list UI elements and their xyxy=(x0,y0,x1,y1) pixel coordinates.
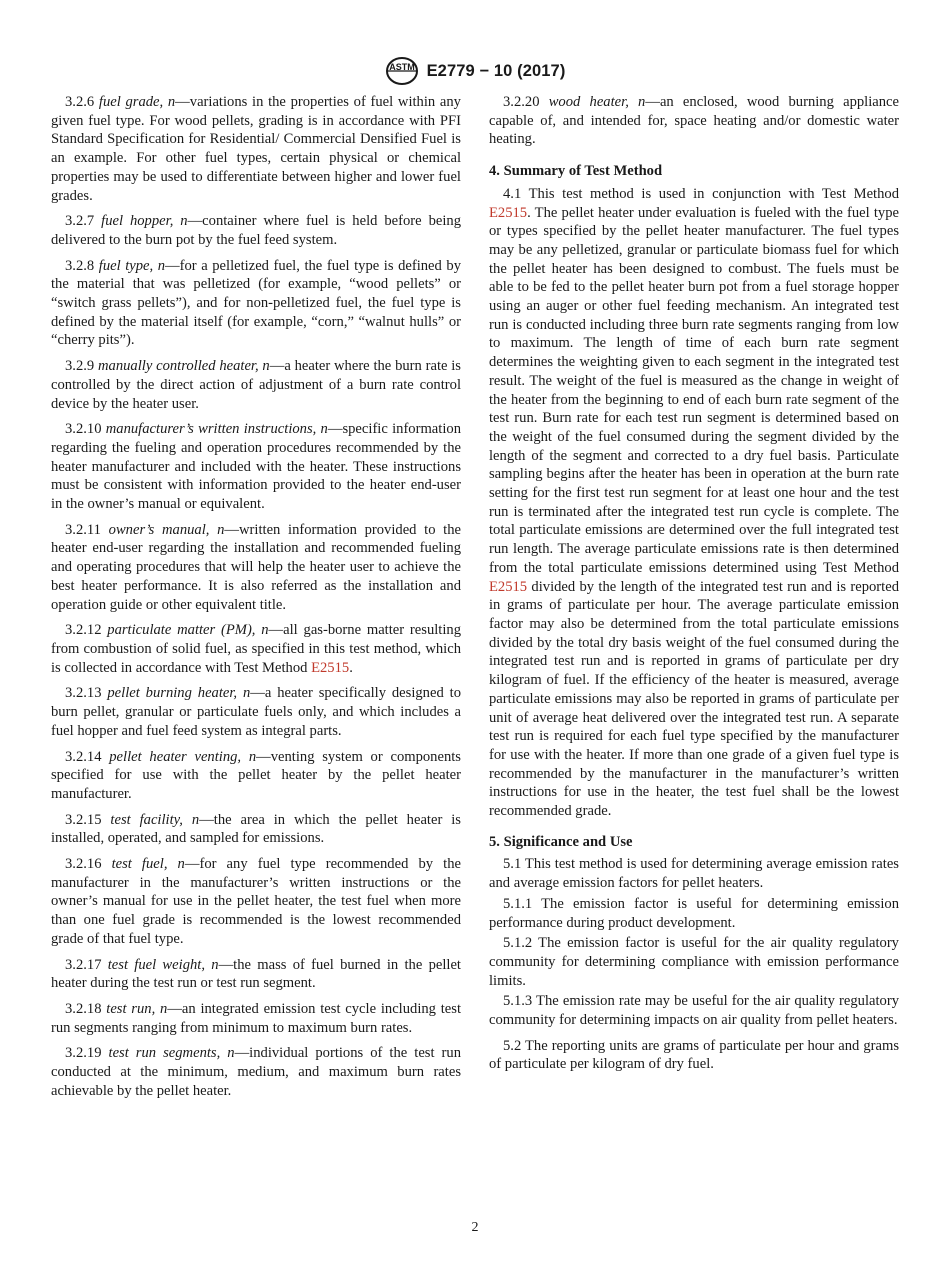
definition-3-2-9: 3.2.9 manually controlled heater, n—a heater where the burn rate is controlled by the direct action of adjustment of a burn rate control device by the heater user. xyxy=(51,358,461,412)
definition-3-2-11: 3.2.11 owner’s manual, n—written information provided to the heater end-user regarding the installation and recommended fueling and operating procedures that will help the heater user to achieve the best heater performance. It is also referred as the installation and operation guide or other equivalent title. xyxy=(51,521,461,613)
definition-3-2-6: 3.2.6 fuel grade, n—variations in the properties of fuel within any given fuel type. For wood pellets, grading is in accordance with PFI Standard Specification for Residential/ Commercial Densified Fuel is an example. For other fuel types, certain physical or chemical properties may be used to differentiate between higher and lower fuel grades. xyxy=(51,94,461,204)
paragraph-5-2: 5.2 The reporting units are grams of particulate per hour and grams of particulate per kilogram of dry fuel. xyxy=(489,1037,899,1073)
paragraph-5-1-1: 5.1.1 The emission factor is useful for determining emission performance during product development. xyxy=(489,895,900,931)
definition-3-2-19: 3.2.19 test run segments, n—individual portions of the test run conducted at the minimum, medium, and maximum burn rates achievable by the pellet heater. xyxy=(51,1045,462,1099)
e2515-link[interactable]: E2515 xyxy=(311,659,350,676)
page-number: 2 xyxy=(471,1220,479,1235)
section-5-heading: 5. Significance and Use xyxy=(489,833,633,850)
right-column xyxy=(489,93,899,1081)
page-header xyxy=(0,54,950,88)
definition-3-2-12: 3.2.12 particulate matter (PM), n—all gas-borne matter resulting from combustion of solid fuel, as specified in this test method, which is collected in accordance with Test Method E2515. xyxy=(51,622,461,676)
paragraph-4-1: 4.1 This test method is used in conjunction with Test Method E2515. The pellet heater under evaluation is fueled with the fuel type or types specified by the pellet heater manufacturer. The fuel types may be any pelletized, granular or particulate biomass fuel for which the pellet heater has been designed to combust. The fuels must be able to be fed to the pellet heater burn pot from a fuel storage hopper using an auger or other fuel feeding mechanism. An integrated test run is conducted including three burn rate segments ranging from low to maximum. The length of time of each burn rate segment determines the weighting given to each segment in the integrated test result. The weight of the fuel is measured as the change in weight of the heater from the beginning to end of each burn rate segment of the test run. Burn rate for each test run segment is determined based on the weight of the fuel consumed during the segment divided by the length of the segment and corrected to a dry fuel basis. Particulate sampling begins after the heater has been in operation at the burn rate setting for the first test run segment for at least one hour and the test run is terminated after the integrated test run cycle is complete. The total particulate emissions are determined over the full integrated test run length. The average particulate emissions rate is then determined from the total particulate emissions determined using Test Method E2515 divided by the length of the integrated test run and is reported in grams of particulate per hour. The average particulate emission factor may also be determined from the total particulate emissions divided by the total dry basis weight of the fuel consumed during the integrated test run and is reported in grams of particulate per dry kilogram of fuel. If the efficiency of the heater is measured, average particulate emissions may also be reported in grams of particulate per unit of average heat delivered over the integrated test run. A separate test run is required for each fuel type specified by the manufacturer for use with the heater. If more than one grade of a given fuel type is recommended by the manufacturer in the manufacturer’s written instructions for use in the heater, the test fuel shall be the lowest recommended grade. xyxy=(489,185,900,820)
e2515-link[interactable]: E2515 xyxy=(489,578,528,595)
definition-3-2-7: 3.2.7 fuel hopper, n—container where fuel is held before being delivered to the burn pot by the fuel feed system. xyxy=(51,213,461,248)
definition-3-2-16: 3.2.16 test fuel, n—for any fuel type recommended by the manufacturer in the manufacturer’s written instructions or the owner’s manual for use in the pellet heater, the test fuel when more than one fuel grade is recommended is the lowest recommended grade of that fuel type. xyxy=(51,856,461,947)
standard-designation: E2779 − 10 (2017) xyxy=(426,61,566,80)
definition-3-2-17: 3.2.17 test fuel weight, n—the mass of fuel burned in the pellet heater during the test run or test run segment. xyxy=(51,956,461,992)
definition-3-2-18: 3.2.18 test run, n—an integrated emission test cycle including test run segments ranging from minimum to maximum burn rates. xyxy=(51,1000,462,1036)
astm-logo xyxy=(385,56,419,86)
left-column xyxy=(51,93,461,1107)
section-4-heading: 4. Summary of Test Method xyxy=(489,163,663,180)
definition-3-2-15: 3.2.15 test facility, n—the area in which the pellet heater is installed, operated, and sampled for emissions. xyxy=(51,811,461,847)
definition-3-2-10: 3.2.10 manufacturer’s written instructions, n—specific information regarding the fueling and operation procedures recommended by the heater manufacturer and included with the heater. These instructions must be consistent with information provided to the heater end-user in the owner’s manual or equivalent. xyxy=(51,421,461,513)
definition-3-2-13: 3.2.13 pellet burning heater, n—a heater specifically designed to burn pellet, granular or particulate fuels only, and which includes a fuel hopper and fuel feed system as integral parts. xyxy=(51,685,461,739)
paragraph-5-1-3: 5.1.3 The emission rate may be useful for the air quality regulatory community for determining impacts on air quality from pellet heaters. xyxy=(489,993,899,1029)
paragraph-5-1: 5.1 This test method is used for determining average emission rates and average emission factors for pellet heaters. xyxy=(489,856,899,892)
paragraph-5-1-2: 5.1.2 The emission factor is useful for the air quality regulatory community for determining compliance with emission performance limits. xyxy=(489,935,899,989)
e2515-link[interactable]: E2515 xyxy=(489,204,528,221)
definition-3-2-20: 3.2.20 wood heater, n—an enclosed, wood burning appliance capable of, and intended for, space heating and/or domestic water heating. xyxy=(489,94,900,148)
definition-3-2-14: 3.2.14 pellet heater venting, n—venting system or components specified for use with the pellet heater by the pellet heater manufacturer. xyxy=(51,748,461,802)
definition-3-2-8: 3.2.8 fuel type, n—for a pelletized fuel, the fuel type is defined by the material that was pelletized (for example, “wood pellets” or “switch grass pellets”), and for non-pelletized fuel, the fuel type is defined by the material itself (for example, “corn,” “walnut hulls” or “cherry pits”). xyxy=(51,257,461,349)
svg-text:ASTM: ASTM xyxy=(388,62,415,72)
